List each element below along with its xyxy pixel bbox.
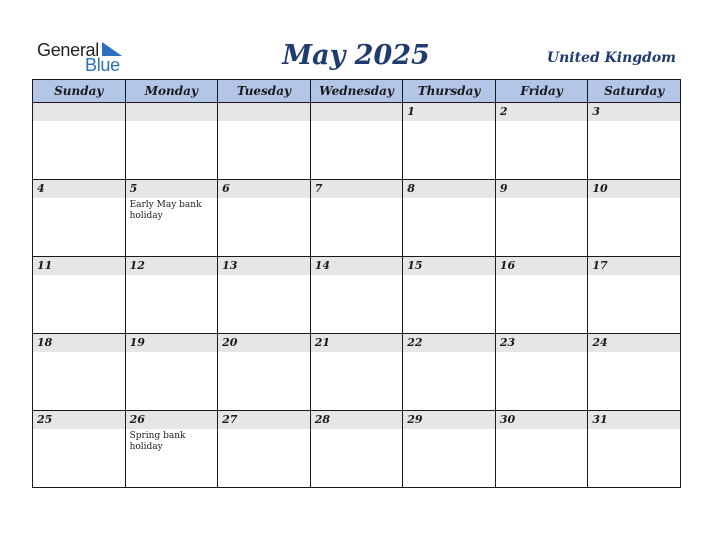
day-cell xyxy=(588,334,681,411)
day-number: 20 xyxy=(218,334,310,352)
day-number: 8 xyxy=(403,180,495,198)
day-cell xyxy=(588,411,681,488)
day-number: 18 xyxy=(33,334,125,352)
day-number: 5 xyxy=(126,180,218,198)
day-number: 16 xyxy=(496,257,588,275)
day-number: 3 xyxy=(588,103,680,121)
day-number xyxy=(33,103,125,121)
day-number xyxy=(126,103,218,121)
day-cell xyxy=(588,180,681,257)
day-cell xyxy=(218,103,311,180)
day-cell xyxy=(310,103,403,180)
day-number: 13 xyxy=(218,257,310,275)
country-label: United Kingdom xyxy=(546,50,676,66)
week-row xyxy=(33,334,681,411)
day-number xyxy=(311,103,403,121)
day-cell xyxy=(403,103,496,180)
day-cell xyxy=(310,180,403,257)
weekday-friday: Friday xyxy=(495,80,588,103)
calendar-title: May 2025 xyxy=(282,40,430,71)
day-cell xyxy=(218,334,311,411)
week-row xyxy=(33,103,681,180)
day-cell xyxy=(218,411,311,488)
day-number: 7 xyxy=(311,180,403,198)
day-cell xyxy=(33,180,126,257)
day-cell xyxy=(495,334,588,411)
day-cell xyxy=(310,334,403,411)
day-cell xyxy=(495,411,588,488)
weekday-header-row xyxy=(33,80,681,103)
week-row xyxy=(33,257,681,334)
day-cell xyxy=(33,411,126,488)
day-cell xyxy=(218,180,311,257)
day-number: 14 xyxy=(311,257,403,275)
week-row xyxy=(33,411,681,488)
logo-text-general: General xyxy=(37,40,99,60)
day-cell xyxy=(403,257,496,334)
day-cell xyxy=(588,257,681,334)
weekday-monday: Monday xyxy=(125,80,218,103)
day-cell xyxy=(218,257,311,334)
day-cell xyxy=(33,257,126,334)
day-number: 31 xyxy=(588,411,680,429)
day-cell xyxy=(495,180,588,257)
day-number: 15 xyxy=(403,257,495,275)
day-number: 19 xyxy=(126,334,218,352)
day-number: 28 xyxy=(311,411,403,429)
day-number: 12 xyxy=(126,257,218,275)
day-number: 25 xyxy=(33,411,125,429)
day-cell xyxy=(125,334,218,411)
weekday-sunday: Sunday xyxy=(33,80,126,103)
logo-text-blue: Blue xyxy=(85,55,120,75)
day-number: 4 xyxy=(33,180,125,198)
weekday-saturday: Saturday xyxy=(588,80,681,103)
day-number: 24 xyxy=(588,334,680,352)
day-cell xyxy=(125,411,218,488)
weekday-wednesday: Wednesday xyxy=(310,80,403,103)
day-cell xyxy=(403,411,496,488)
day-number: 17 xyxy=(588,257,680,275)
day-number: 29 xyxy=(403,411,495,429)
day-cell xyxy=(125,180,218,257)
day-number: 26 xyxy=(126,411,218,429)
day-cell xyxy=(403,180,496,257)
weekday-tuesday: Tuesday xyxy=(218,80,311,103)
day-cell xyxy=(403,334,496,411)
day-number: 11 xyxy=(33,257,125,275)
calendar-grid xyxy=(32,79,681,488)
holiday-label: Spring bank holiday xyxy=(129,431,186,452)
day-number: 6 xyxy=(218,180,310,198)
day-cell xyxy=(125,257,218,334)
day-cell xyxy=(588,103,681,180)
day-number: 9 xyxy=(496,180,588,198)
day-cell xyxy=(495,257,588,334)
day-cell xyxy=(310,411,403,488)
day-cell xyxy=(33,103,126,180)
day-number xyxy=(218,103,310,121)
day-number: 10 xyxy=(588,180,680,198)
day-number: 27 xyxy=(218,411,310,429)
week-row xyxy=(33,180,681,257)
weekday-thursday: Thursday xyxy=(403,80,496,103)
day-number: 2 xyxy=(496,103,588,121)
day-number: 23 xyxy=(496,334,588,352)
day-number: 1 xyxy=(403,103,495,121)
day-cell xyxy=(495,103,588,180)
day-number: 30 xyxy=(496,411,588,429)
day-number: 21 xyxy=(311,334,403,352)
day-number: 22 xyxy=(403,334,495,352)
day-cell xyxy=(125,103,218,180)
day-cell xyxy=(310,257,403,334)
holiday-label: Early May bank holiday xyxy=(129,200,202,221)
day-cell xyxy=(33,334,126,411)
